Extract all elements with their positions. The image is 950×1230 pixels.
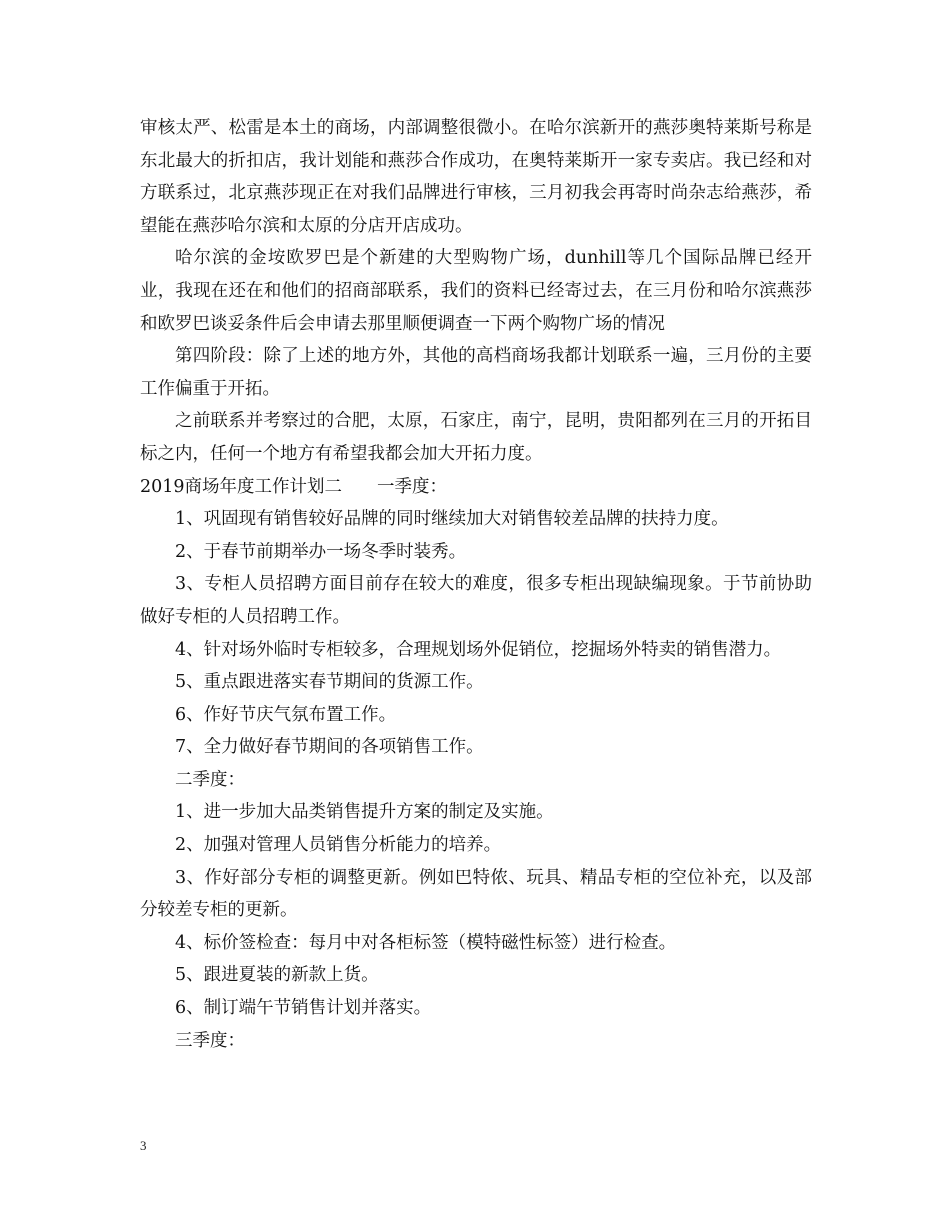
list-item-q2-5: 5、跟进夏装的新款上货。: [175, 965, 379, 986]
section-heading-plan-two: 2019商场年度工作计划二 一季度：: [140, 476, 448, 497]
list-item-q1-4: 4、针对场外临时专柜较多，合理规划场外促销位，挖掘场外特卖的销售潜力。: [175, 639, 782, 660]
list-item-q1-7: 7、全力做好春节期间的各项销售工作。: [175, 737, 484, 758]
list-item-q1-5: 5、重点跟进落实春节期间的货源工作。: [175, 672, 484, 693]
list-item-q1-3: 3、专柜人员招聘方面目前存在较大的难度，很多专柜出现缺编现象。于节前协助做好专柜的人员招聘工作。: [140, 574, 812, 627]
section-heading-q2: 二季度：: [175, 769, 245, 790]
list-item-q1-1: 1、巩固现有销售较好品牌的同时继续加大对销售较差品牌的扶持力度。: [175, 509, 729, 530]
document-body: [140, 112, 812, 1057]
paragraph-review: 审核太严、松雷是本土的商场，内部调整很微小。在哈尔滨新开的燕莎奥特莱斯号称是东北最大的折扣店，我计划能和燕莎合作成功，在奥特莱斯开一家专卖店。我已经和对方联系过，北京燕莎现正在对我们品牌进行审核，三月初我会再寄时尚杂志给燕莎，希望能在燕莎哈尔滨和太原的分店开店成功。: [140, 118, 812, 236]
paragraph-harbin-mall: 哈尔滨的金垵欧罗巴是个新建的大型购物广场，dunhill等几个国际品牌已经开业，我现在还在和他们的招商部联系，我们的资料已经寄过去，在三月份和哈尔滨燕莎和欧罗巴谈妥条件后会申请去那里顺便调查一下两个购物广场的情况: [140, 248, 812, 334]
list-item-q1-6: 6、作好节庆气氛布置工作。: [175, 704, 397, 725]
list-item-q2-1: 1、进一步加大品类销售提升方案的制定及实施。: [175, 802, 554, 823]
list-item-q2-6: 6、制订端午节销售计划并落实。: [175, 998, 432, 1019]
page-number: 3: [140, 1138, 147, 1153]
paragraph-expansion-targets: 之前联系并考察过的合肥，太原，石家庄，南宁，昆明，贵阳都列在三月的开拓目标之内，任何一个地方有希望我都会加大开拓力度。: [140, 411, 812, 464]
list-item-q2-3: 3、作好部分专柜的调整更新。例如巴特侬、玩具、精品专柜的空位补充，以及部分较差专柜的更新。: [140, 867, 812, 921]
section-heading-q3: 三季度：: [175, 1030, 245, 1051]
paragraph-stage-four: 第四阶段：除了上述的地方外，其他的高档商场我都计划联系一遍，三月份的主要工作偏重于开拓。: [140, 346, 812, 399]
list-item-q1-2: 2、于春节前期举办一场冬季时装秀。: [175, 541, 467, 562]
list-item-q2-2: 2、加强对管理人员销售分析能力的培养。: [175, 835, 502, 856]
list-item-q2-4: 4、标价签检查：每月中对各柜标签（模特磁性标签）进行检查。: [175, 932, 677, 953]
